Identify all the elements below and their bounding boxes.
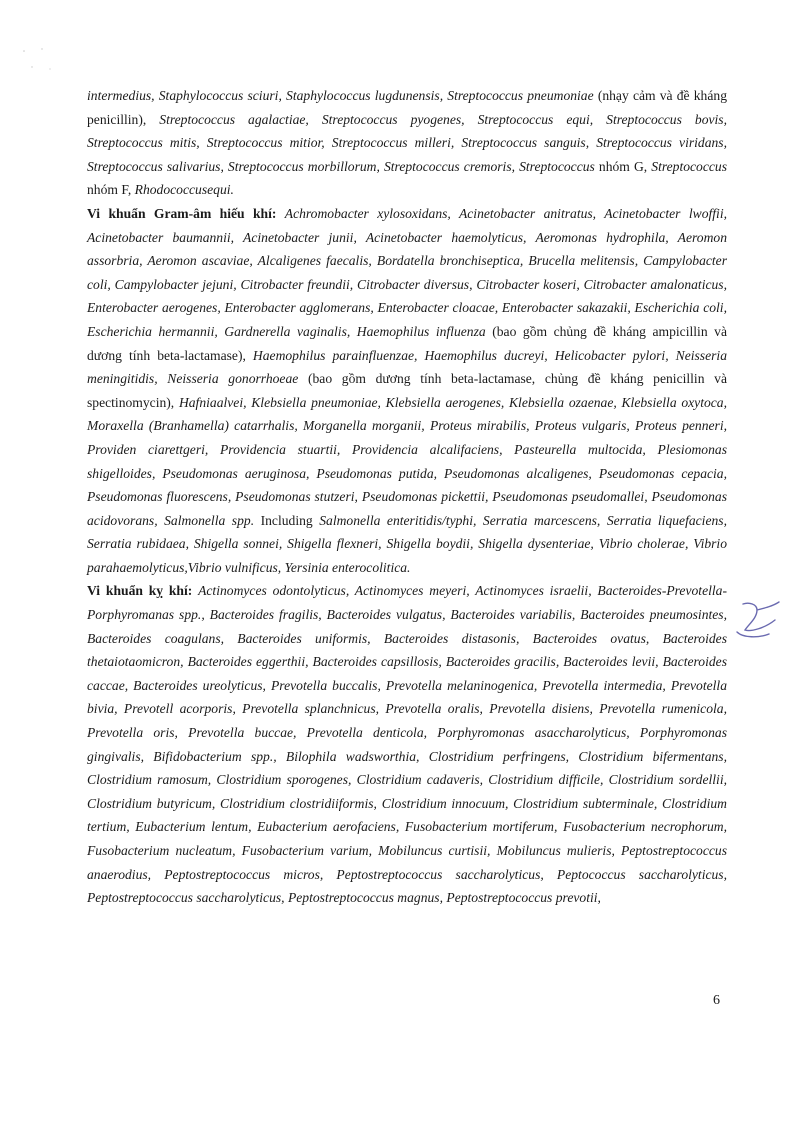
species-names: Streptococcus [651, 158, 728, 174]
species-names: Rhodococcusequi. [134, 182, 234, 198]
page-body [87, 84, 727, 910]
note-text: nhóm G, [594, 158, 652, 174]
scan-artifact [20, 45, 60, 75]
note-text: (bao gồm dương tính beta-lactamase, chủng đề kháng penicillin và spectinomycin), [87, 371, 728, 410]
page-number: 6 [713, 993, 720, 1008]
species-names: intermedius, Staphylococcus sciuri, Staphylococcus lugdunensis, Streptococcus pneumoniae [87, 88, 594, 103]
handwritten-initial-mark [735, 598, 785, 646]
species-names: Achromobacter xylosoxidans, Acinetobacter anitratus, Acinetobacter lwoffii, Acinetobacter baumannii, Acinetobacter junii, Acinetobacter haemolyticus, Aeromonas hydrophila, Aeromon assorbria, Aeromon ascaviae, Alcaligenes faecalis, Bordatella bronchiseptica, Brucella melitensis, Campylobacter coli, Campylobacter jejuni, Citrobacter freundii, Citrobacter diversus, Citrobacter koseri, Citrobacter amalonaticus, Enterobacter aerogenes, Enterobacter agglomerans, Enterobacter cloacae, Enterobacter sakazakii, Escherichia coli, Escherichia hermannii, Gardnerella vaginalis, Haemophilus influenza [87, 205, 727, 339]
note-text: (bao gồm chủng đề kháng ampicillin và dương tính beta-lactamase), [87, 323, 727, 363]
species-names: Streptococcus agalactiae, Streptococcus pyogenes, Streptococcus equi, Streptococcus bovis, Streptococcus mitis, Streptococcus mitior, Streptococcus milleri, Streptococcus sanguis, Streptococcus viridans, Streptococcus salivarius, Streptococcus morbillorum, Streptococcus cremoris, Streptococcus [87, 111, 727, 174]
note-text: (nhạy cảm và đề kháng penicillin), [87, 88, 727, 127]
species-names: Haemophilus parainfluenzae, Haemophilus ducreyi, Helicobacter pylori, Neisseria meningitidis, Neisseria gonorrhoeae [87, 347, 727, 387]
paragraph-gram-positive-continued [87, 84, 727, 202]
species-names: Actinomyces odontolyticus, Actinomyces meyeri, Actinomyces israelii, Bacteroides-Prevotella-Porphyromanas spp., Bacteroides fragilis, Bacteroides vulgatus, Bacteroides variabilis, Bacteroides pneumosintes, Bacteroides coagulans, Bacteroides uniformis, Bacteroides distasonis, Bacteroides ovatus, Bacteroides thetaiotaomicron, Bacteroides eggerthii, Bacteroides capsillosis, Bacteroides gracilis, Bacteroides levii, Bacteroides caccae, Bacteroides ureolyticus, Prevotella buccalis, Prevotella melaninogenica, Prevotella intermedia, Prevotella bivia, Prevotell acorporis, Prevotella splanchnicus, Prevotella oralis, Prevotella disiens, Prevotella rumenicola, Prevotella oris, Prevotella buccae, Prevotella denticola, Porphyromonas asaccharolyticus, Porphyromonas gingivalis, Bifidobacterium spp., Bilophila wadsworthia, Clostridium perfringens, Clostridium bifermentans, Clostridium ramosum, Clostridium sporogenes, Clostridium cadaveris, Clostridium difficile, Clostridium sordellii, Clostridium butyricum, Clostridium clostridiiformis, Clostridium innocuum, Clostridium subterminale, Clostridium tertium, Eubacterium lentum, Eubacterium aerofaciens, Fusobacterium mortiferum, Fusobacterium necrophorum, Fusobacterium nucleatum, Fusobacterium varium, Mobiluncus curtisii, Mobiluncus mulieris, Peptostreptococcus anaerodius, Peptostreptococcus micros, Peptostreptococcus saccharolyticus, Peptococcus saccharolyticus, Peptostreptococcus saccharolyticus, Peptostreptococcus magnus, Peptostreptococcus prevotii, [87, 583, 727, 906]
paragraph-anaerobic [87, 579, 727, 909]
note-text: Including [254, 512, 320, 528]
note-text: nhóm F, [87, 182, 135, 198]
species-names: Hafniaalvei, Klebsiella pneumoniae, Klebsiella aerogenes, Klebsiella ozaenae, Klebsiella oxytoca, Moraxella (Branhamella) catarrhalis, Morganella morganii, Proteus mirabilis, Proteus vulgaris, Proteus penneri, Providen ciarettgeri, Providencia stuartii, Providencia alcalifaciens, Pasteurella multocida, Plesiomonas shigelloides, Pseudomonas aeruginosa, Pseudomonas putida, Pseudomonas alcaligenes, Pseudomonas cepacia, Pseudomonas fluorescens, Pseudomonas stutzeri, Pseudomonas pickettii, Pseudomonas pseudomallei, Pseudomonas acidovorans, Salmonella spp. [87, 394, 727, 528]
section-heading: Vi khuẩn Gram-âm hiếu khí: [87, 205, 285, 221]
species-names: Salmonella enteritidis/typhi, Serratia marcescens, Serratia liquefaciens, Serratia rubidaea, Shigella sonnei, Shigella flexneri, Shigella boydii, Shigella dysenteriae, Vibrio cholerae, Vibrio parahaemolyticus,Vibrio vulnificus, Yersinia enterocolitica. [87, 512, 727, 575]
paragraph-gram-negative-aerobic [87, 202, 727, 580]
section-heading: Vi khuẩn kỵ khí: [87, 583, 199, 599]
